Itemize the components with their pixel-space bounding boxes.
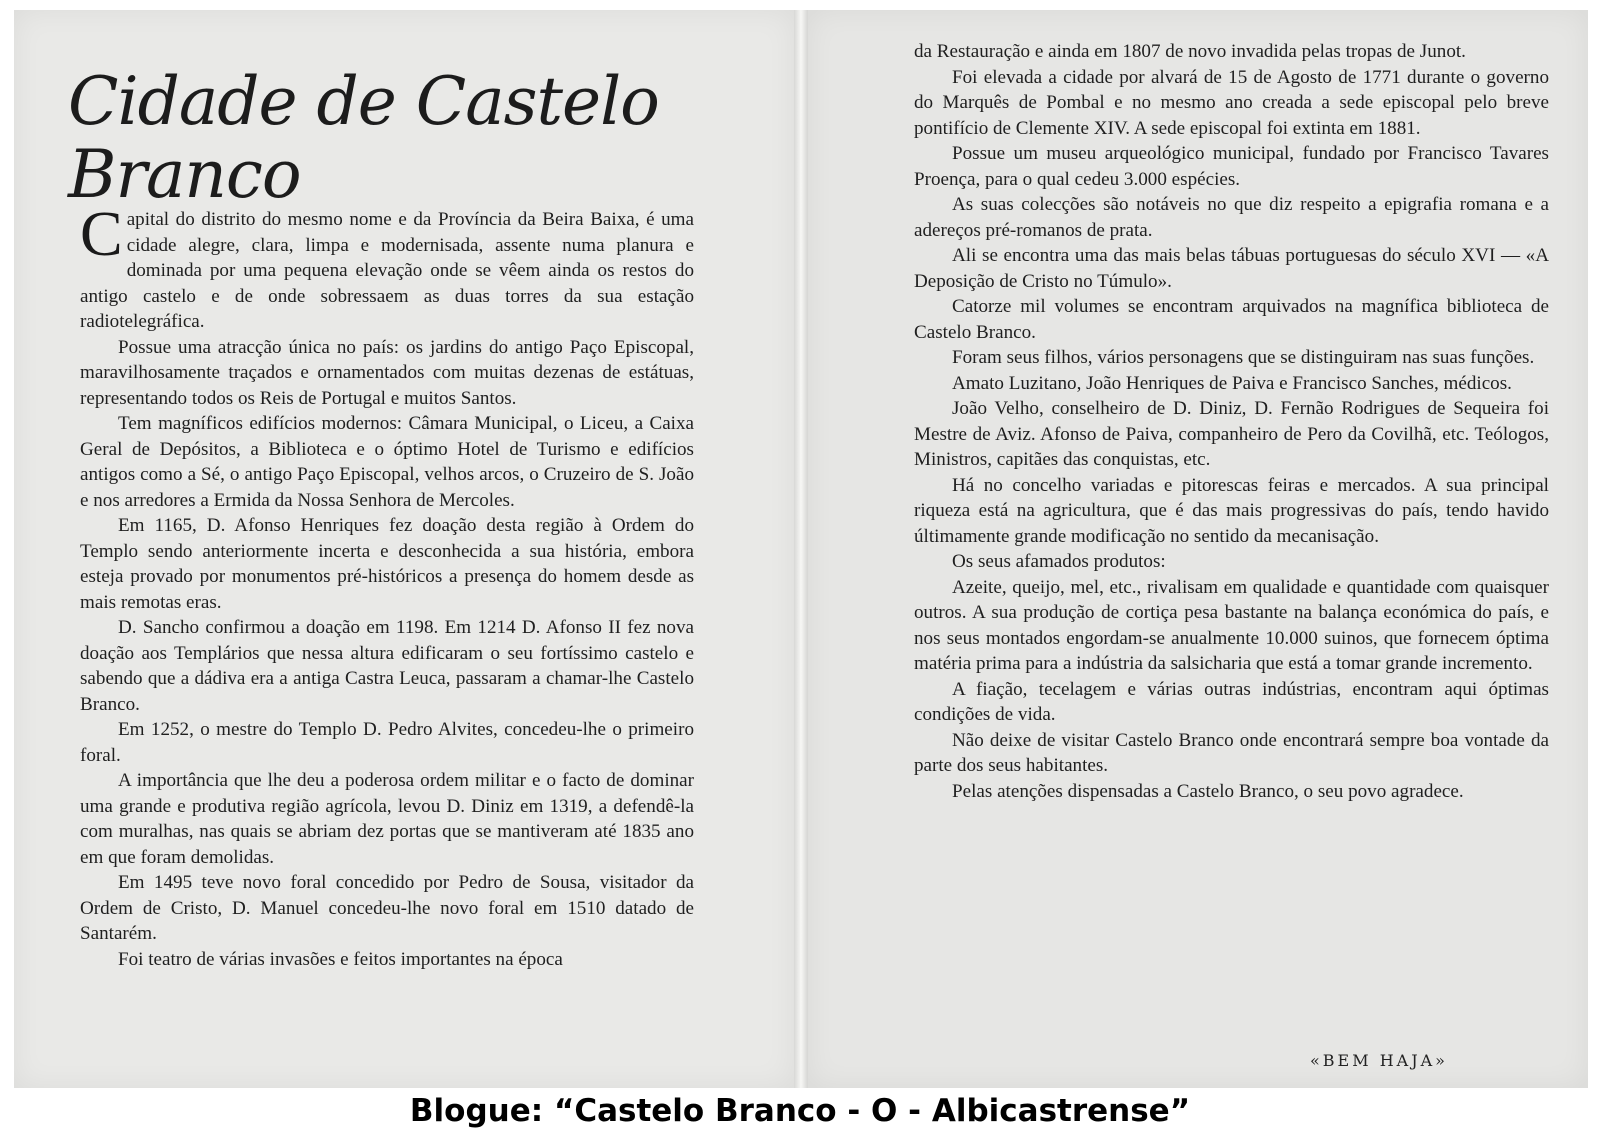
- blog-caption: Blogue: “Castelo Branco - O - Albicastrense”: [409, 1093, 1191, 1129]
- paragraph: Em 1165, D. Afonso Henriques fez doação desta região à Ordem do Templo sendo anteriormente incerta e desconhecida a sua história, embora esteja provado por monumentos pré-históricos a presença do homem desde as mais remotas eras.: [80, 515, 694, 613]
- right-text-column: [914, 39, 1549, 804]
- paragraph: Possue um museu arqueológico municipal, fundado por Francisco Tavares Proença, para o qual cedeu 3.000 espécies.: [914, 143, 1549, 190]
- paragraph: A importância que lhe deu a poderosa ordem militar e o facto de dominar uma grande e produtiva região agrícola, levou D. Diniz em 1319, a defendê-la com muralhas, nas quais se abriam dez portas que se mantiveram até 1835 ano em que foram demolidas.: [80, 770, 694, 868]
- page-title: Cidade de Castelo Branco: [68, 63, 659, 213]
- paragraph: Possue uma atracção única no país: os jardins do antigo Paço Episcopal, maravilhosamente traçados e ornamentados com muitas dezenas de estátuas, representando todos os Reis de Portugal e muitos Santos.: [80, 336, 694, 409]
- paragraph: João Velho, conselheiro de D. Diniz, D. Fernão Rodrigues de Sequeira foi Mestre de Aviz. Afonso de Paiva, companheiro de Pero da Covilhã, etc. Teólogos, Ministros, capitães das conquistas, etc.: [914, 398, 1549, 470]
- paragraph: Em 1495 teve novo foral concedido por Pedro de Sousa, visitador da Ordem de Cristo, D. Manuel concedeu-lhe novo foral em 1510 datado de Santarém.: [80, 872, 694, 944]
- paragraph: Em 1252, o mestre do Templo D. Pedro Alvites, concedeu-lhe o primeiro foral.: [80, 719, 694, 766]
- paragraph: D. Sancho confirmou a doação em 1198. Em 1214 D. Afonso II fez nova doação aos Templários que nessa altura edificaram o seu fortíssimo castelo e sabendo que a dádiva era a antiga Castra Leuca, passaram a chamar-lhe Castelo Branco.: [80, 617, 694, 715]
- paragraph: Amato Luzitano, João Henriques de Paiva e Francisco Sanches, médicos.: [952, 372, 1512, 394]
- drop-cap: C: [80, 198, 123, 269]
- paragraph: Capital do distrito do mesmo nome e da Província da Beira Baixa, é uma cidade alegre, clara, limpa e modernisada, assente numa planura e dominada por uma pequena elevação onde se vêem ainda os restos do antigo castelo e de onde sobressaem as duas torres da sua estação radiotelegráfica.: [80, 198, 694, 332]
- paragraph-continuation: da Restauração e ainda em 1807 de novo invadida pelas tropas de Junot.: [914, 41, 1466, 62]
- paragraph: A fiação, tecelagem e várias outras indústrias, encontram aqui óptimas condições de vida.: [914, 678, 1549, 725]
- paragraph: Catorze mil volumes se encontram arquivados na magnífica biblioteca de Castelo Branco.: [914, 296, 1549, 343]
- paragraph: Há no concelho variadas e pitorescas feiras e mercados. A sua principal riqueza está na agricultura, que é das mais progressivas do país, tendo havido últimamente grande modificação no sentido da mecanisação.: [914, 474, 1549, 547]
- paragraph: Foi elevada a cidade por alvará de 15 de Agosto de 1771 durante o governo do Marquês de Pombal e no mesmo ano creada a sede episcopal pelo breve pontifício de Clemente XIV. A sede episcopal foi extinta em 1881.: [914, 66, 1549, 139]
- paragraph: As suas colecções são notáveis no que diz respeito a epigrafia romana e a adereços pré-romanos de prata.: [914, 194, 1549, 241]
- paragraph: Foi teatro de várias invasões e feitos importantes na época: [118, 948, 563, 970]
- paragraph: Azeite, queijo, mel, etc., rivalisam em qualidade e quantidade com quaisquer outros. A sua produção de cortiça pesa bastante na balança económica do país, e nos seus montados engordam-se anualmente 10.000 suinos, que fornecem óptima matéria prima para a indústria da salsicharia que está a tomar grande incremento.: [914, 576, 1549, 674]
- paragraph: Os seus afamados produtos:: [952, 551, 1166, 572]
- paragraph: Foram seus filhos, vários personagens que se distinguiram nas suas funções.: [952, 347, 1535, 368]
- paragraph: Não deixe de visitar Castelo Branco onde encontrará sempre boa vontade da parte dos seus habitantes.: [914, 729, 1549, 776]
- page-gutter: [794, 10, 808, 1088]
- left-text-column: [80, 198, 694, 972]
- paragraph: Pelas atenções dispensadas a Castelo Branco, o seu povo agradece.: [952, 780, 1464, 802]
- paragraph: Ali se encontra uma das mais belas tábuas portuguesas do século XVI — «A Deposição de Cristo no Túmulo».: [914, 245, 1549, 292]
- signoff: «BEM HAJA»: [1310, 1051, 1448, 1070]
- paragraph: Tem magníficos edifícios modernos: Câmara Municipal, o Liceu, a Caixa Geral de Depósitos, a Biblioteca e o óptimo Hotel de Turismo e edifícios antigos como a Sé, o antigo Paço Episcopal, velhos arcos, o Cruzeiro de S. João e nos arredores a Ermida da Nossa Senhora de Mercoles.: [80, 413, 694, 511]
